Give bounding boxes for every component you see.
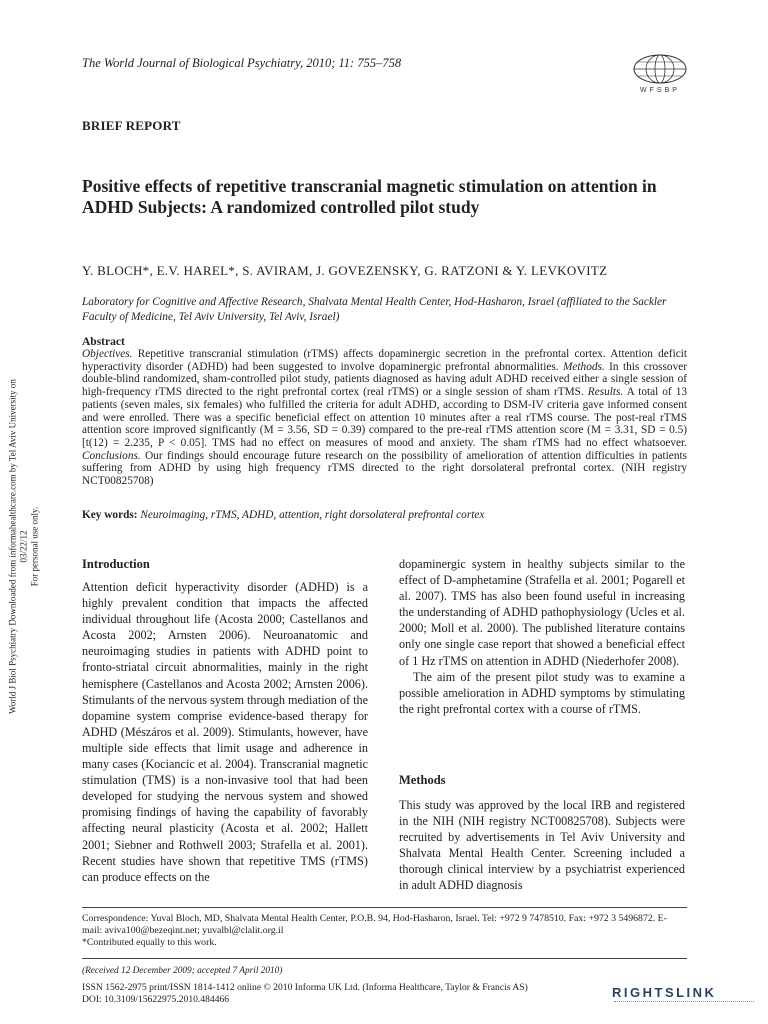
introduction-heading: Introduction [82, 557, 150, 571]
abstract-conclusions-label: Conclusions. [82, 449, 141, 462]
abstract-methods: In this crossover double-blind randomized, sham-controlled pilot study, patients diagnosed as having adult ADHD received either a single session of high-frequency rTMS directed to the right prefrontal cortex (real rTMS) or a single session of sham rTMS. [82, 360, 687, 399]
abstract-objectives-label: Objectives. [82, 348, 133, 360]
abstract-methods-label: Methods. [562, 360, 605, 373]
received-divider [82, 958, 687, 959]
keywords [82, 509, 687, 521]
aim-paragraph: The aim of the present pilot study was to examine a possible amelioration in ADHD symptoms by stimulating the right prefrontal cortex with a course of rTMS. [399, 669, 685, 716]
abstract-body [82, 348, 687, 488]
methods-heading: Methods [399, 773, 446, 787]
introduction-continuation: dopaminergic system in healthy subjects similar to the effect of D-amphetamine (Strafella et al. 2001; Pogarell et al. 2007). TMS has also been found useful in increasing the understanding of ADHD pathophysiology (Ucles et al. 2000; Moll et al. 2000). The published literature contains only one single case report that showed a beneficial effect of 1 Hz rTMS on attention in ADHD (Niederhofer 2008). [399, 557, 685, 668]
introduction-paragraph: Attention deficit hyperactivity disorder (ADHD) is a highly prevalent condition that impacts the affected individual throughout life (Acosta 2000; Castellanos and Acosta 2002; Arnsten 2006). Neuroanatomic and neuroimaging studies in patients with ADHD point to fronto-striatal circuit abnormalities, mainly in the right hemisphere (Castellanos and Acosta 2002; Arnsten 2006). Stimulants of the nervous system through mediation of the dopamine system comprise evidence-based therapy for ADHD (Mészáros et al. 2009). Stimulants, however, have multiple side effects that limit usage and adherence in many cases (Kociancic et al. 2004). Transcranial magnetic stimulation (TMS) is a non-invasive tool that had been developed for studying the nervous system and showed promising findings of having the capability of favorably affecting neural plasticity (Acosta et al. 2002; Hallett 2001; Siebner and Rothwell 2003; Strafella et al. 2001). Recent studies have shown that repetitive TMS (rTMS) can produce effects on the [82, 580, 368, 884]
publication-info [82, 982, 528, 1005]
rightslink-underline [614, 1001, 754, 1007]
keywords-text: Neuroimaging, rTMS, ADHD, attention, right dorsolateral prefrontal cortex [137, 509, 485, 521]
journal-citation [82, 56, 401, 71]
abstract-objectives: Repetitive transcranial stimulation (rTMS) affects dopaminergic secretion in the prefrontal cortex. Attention deficit hyperactivity disorder (ADHD) had been suggested to involve dopaminergic prefrontal abnormalities. [82, 348, 687, 373]
keywords-label: Key words: [82, 509, 138, 521]
abstract-results: A total of 13 patients (seven males, six females) who fulfilled the criteria for adult ADHD, according to DSM-IV criteria gave informed consent and were enrolled. There was a specific beneficial effect on attention 10 minutes after a real rTMS course. The post-real rTMS attention score improved significantly (M = 3.56, SD = 0.39) compared to the pre-real rTMS attention score (M = 3.31, SD = 0.5) [t(12) = 2.235, P < 0.05]. TMS had no effect on measures of mood and anxiety. The sham rTMS had no effect whatsoever. [82, 386, 688, 449]
abstract-conclusions: Our findings should encourage future research on the possibility of amelioration of attention difficulties in patients suffering from ADHD by using high frequency rTMS directed to the right dorsolateral prefrontal cortex. (NIH registry NCT00825708) [82, 449, 687, 488]
article-title: Positive effects of repetitive transcranial magnetic stimulation on attention in ADHD Subjects: A randomized controlled pilot study [82, 176, 657, 217]
download-notice [8, 365, 41, 729]
abstract-heading: Abstract [82, 336, 125, 348]
affiliation: Laboratory for Cognitive and Affective Research, Shalvata Mental Health Center, Hod-Hasharon, Israel (affiliated to the Sackler Faculty of Medicine, Tel Aviv University, Tel Aviv, Israel) [82, 296, 667, 323]
journal-name: The World Journal of Biological Psychiatry [82, 56, 300, 70]
logo-text: WFSBP [640, 87, 680, 94]
journal-volume: , 2010; 11: 755–758 [299, 56, 402, 70]
introduction-body [82, 579, 368, 885]
issn-line: ISSN 1562-2975 print/ISSN 1814-1412 online © 2010 Informa UK Ltd. (Informa Healthcare, Taylor & Francis AS) [82, 982, 528, 993]
methods-paragraph: This study was approved by the local IRB and registered in the NIH (NIH registry NCT00825708). Subjects were recruited by advertisements in Tel Aviv University and Shalvata Mental Health Center. Screening included a thorough clinical interview by a psychiatrist experienced in adult ADHD diagnosis [399, 798, 685, 893]
contributed-note: *Contributed equally to this work. [82, 937, 217, 948]
rightslink-logo[interactable]: RIGHTSLINK [612, 985, 717, 1000]
correspondence-note: Correspondence: Yuval Bloch, MD, Shalvata Mental Health Center, P.O.B. 94, Hod-Hasharon, Israel. Tel: +972 9 7478510. Fax: +972 3 5496872. E-mail: aviva100@bezeqint.net; yuvalbl@clalit.org.il [82, 913, 667, 936]
received-dates: (Received 12 December 2009; accepted 7 April 2010) [82, 966, 283, 976]
section-type: BRIEF REPORT [82, 118, 181, 133]
journal-logo [630, 52, 690, 94]
right-column-body [399, 556, 685, 717]
methods-body [399, 797, 685, 894]
download-notice-line1: World J Biol Psychiatry Downloaded from informahealthcare.com by Tel Aviv University on 03/22/12 [7, 379, 29, 714]
download-notice-line2: For personal use only. [29, 506, 40, 587]
footnote-divider [82, 907, 687, 908]
abstract-results-label: Results. [587, 386, 624, 399]
author-list: Y. BLOCH*, E.V. HAREL*, S. AVIRAM, J. GOVEZENSKY, G. RATZONI & Y. LEVKOVITZ [82, 263, 608, 278]
doi-line: DOI: 10.3109/15622975.2010.484466 [82, 993, 230, 1005]
